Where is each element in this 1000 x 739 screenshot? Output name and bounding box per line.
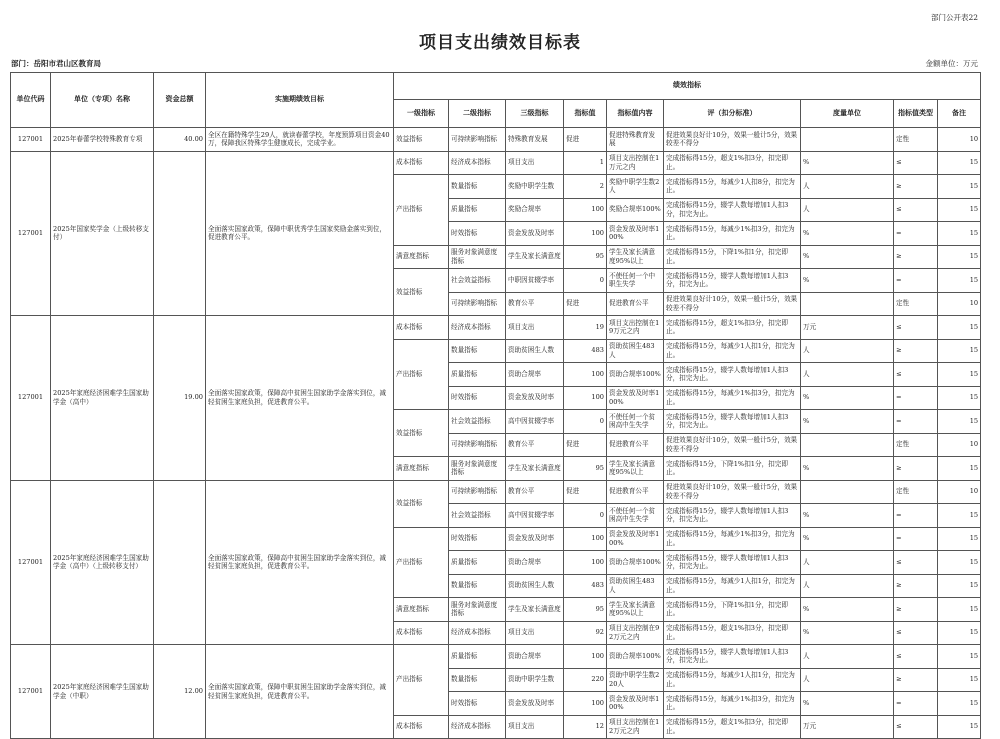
scoring-standard: 完成指标得15分，超支1%扣3分，扣完即止。	[664, 715, 801, 739]
value-type: ≤	[894, 715, 938, 739]
level3-indicator: 资金发放及时率	[506, 222, 564, 246]
remark-weight: 15	[938, 386, 981, 410]
indicator-content: 资助贫困生483人	[607, 574, 664, 598]
performance-goal: 全区在籍特殊学生29人，就读春蕾学校，年度预算项目资金40万，保障我区特殊学生健康成长，完成学业。	[206, 128, 394, 152]
measure-unit: %	[801, 692, 894, 716]
header-unit: 度量单位	[801, 100, 894, 128]
level2-indicator: 数量指标	[449, 668, 506, 692]
indicator-content: 资助合规率100%	[607, 363, 664, 387]
scoring-standard: 完成指标得15分，辍学人数每增加1人扣3分，扣完为止。	[664, 645, 801, 669]
remark-weight: 15	[938, 222, 981, 246]
header-level1: 一级指标	[394, 100, 449, 128]
amount-unit-label: 金额单位：万元	[925, 59, 978, 68]
level3-indicator: 奖励中职学生数	[506, 175, 564, 199]
level3-indicator: 资金发放及时率	[506, 527, 564, 551]
scoring-standard: 完成指标得15分，辍学人数每增加1人扣3分，扣完为止。	[664, 363, 801, 387]
indicator-value: 100	[564, 386, 607, 410]
measure-unit: 人	[801, 363, 894, 387]
indicator-value: 100	[564, 551, 607, 575]
performance-goal: 全面落实国家政策，保障中职贫困生国家助学金落实到位，减轻贫困生家庭负担，促进教育公平。	[206, 645, 394, 739]
indicator-content: 奖励中职学生数2人	[607, 175, 664, 199]
indicator-value: 促进	[564, 292, 607, 316]
indicator-value: 100	[564, 692, 607, 716]
remark-weight: 15	[938, 715, 981, 739]
header-goal: 实施期绩效目标	[206, 73, 394, 128]
table-row	[11, 316, 981, 340]
level3-indicator: 资金发放及时率	[506, 386, 564, 410]
level1-indicator: 成本指标	[394, 715, 449, 739]
level3-indicator: 学生及家长满意度	[506, 598, 564, 622]
remark-weight: 15	[938, 504, 981, 528]
level3-indicator: 资助中职学生数	[506, 668, 564, 692]
indicator-value: 220	[564, 668, 607, 692]
level2-indicator: 质量指标	[449, 198, 506, 222]
level3-indicator: 项目支出	[506, 151, 564, 175]
indicator-content: 促进教育公平	[607, 480, 664, 504]
measure-unit	[801, 480, 894, 504]
level3-indicator: 高中因贫辍学率	[506, 504, 564, 528]
level1-indicator: 效益指标	[394, 269, 449, 316]
level1-indicator: 效益指标	[394, 128, 449, 152]
measure-unit: %	[801, 386, 894, 410]
value-type: ≥	[894, 175, 938, 199]
measure-unit: 人	[801, 574, 894, 598]
value-type: ≤	[894, 151, 938, 175]
indicator-content: 项目支出控制在12万元之内	[607, 715, 664, 739]
indicator-content: 项目支出控制在19万元之内	[607, 316, 664, 340]
indicator-value: 100	[564, 645, 607, 669]
level2-indicator: 质量指标	[449, 363, 506, 387]
header-scoring: 评（扣分标准）	[664, 100, 801, 128]
scoring-standard: 完成指标得15分，超支1%扣3分，扣完即止。	[664, 621, 801, 645]
value-type: ≥	[894, 457, 938, 481]
level3-indicator: 教育公平	[506, 292, 564, 316]
level3-indicator: 资助贫困生人数	[506, 339, 564, 363]
scoring-standard: 完成指标得15分，下降1%扣1分，扣完即止。	[664, 457, 801, 481]
remark-weight: 15	[938, 269, 981, 293]
performance-goal: 全面落实国家政策，保障中职优秀学生国家奖励金落实到位，促进教育公平。	[206, 151, 394, 316]
measure-unit: 人	[801, 175, 894, 199]
level1-indicator: 产出指标	[394, 339, 449, 410]
level1-indicator: 效益指标	[394, 480, 449, 527]
value-type: ≤	[894, 645, 938, 669]
project-name: 2025年国家奖学金（上级转移支付）	[51, 151, 154, 316]
scoring-standard: 完成指标得15分，下降1%扣1分，扣完即止。	[664, 245, 801, 269]
unit-code: 127001	[11, 128, 51, 152]
value-type: ≤	[894, 198, 938, 222]
level1-indicator: 满意度指标	[394, 457, 449, 481]
header-name: 单位（专项）名称	[51, 73, 154, 128]
level2-indicator: 时效指标	[449, 386, 506, 410]
indicator-value: 92	[564, 621, 607, 645]
indicator-content: 项目支出控制在92万元之内	[607, 621, 664, 645]
value-type: 定性	[894, 480, 938, 504]
remark-weight: 15	[938, 621, 981, 645]
remark-weight: 15	[938, 245, 981, 269]
measure-unit: %	[801, 269, 894, 293]
scoring-standard: 促进效果良好计10分，效果一般计5分，效果较差不得分	[664, 292, 801, 316]
measure-unit: 人	[801, 551, 894, 575]
indicator-value: 1	[564, 151, 607, 175]
indicator-content: 资金发放及时率100%	[607, 386, 664, 410]
indicator-value: 95	[564, 245, 607, 269]
remark-weight: 15	[938, 316, 981, 340]
indicator-value: 促进	[564, 480, 607, 504]
indicator-value: 12	[564, 715, 607, 739]
level2-indicator: 数量指标	[449, 574, 506, 598]
scoring-standard: 完成指标得15分，每减少1人扣1分，扣完为止。	[664, 668, 801, 692]
indicator-content: 促进特殊教育发展	[607, 128, 664, 152]
level3-indicator: 学生及家长满意度	[506, 245, 564, 269]
scoring-standard: 完成指标得15分，每减少1%扣3分，扣完为止。	[664, 222, 801, 246]
indicator-value: 100	[564, 198, 607, 222]
value-type: =	[894, 527, 938, 551]
table-row	[11, 645, 981, 669]
table-row	[11, 480, 981, 504]
table-row	[11, 151, 981, 175]
remark-weight: 15	[938, 692, 981, 716]
level2-indicator: 数量指标	[449, 339, 506, 363]
measure-unit: 人	[801, 198, 894, 222]
level3-indicator: 教育公平	[506, 433, 564, 457]
value-type: ≤	[894, 551, 938, 575]
indicator-content: 学生及家长满意度95%以上	[607, 457, 664, 481]
scoring-standard: 完成指标得15分，辍学人数每增加1人扣3分，扣完为止。	[664, 410, 801, 434]
level3-indicator: 奖励合规率	[506, 198, 564, 222]
unit-code: 127001	[11, 480, 51, 645]
value-type: ≤	[894, 363, 938, 387]
indicator-content: 奖励合规率100%	[607, 198, 664, 222]
level1-indicator: 产出指标	[394, 645, 449, 716]
level2-indicator: 服务对象满意度指标	[449, 457, 506, 481]
indicator-value: 95	[564, 598, 607, 622]
remark-weight: 10	[938, 480, 981, 504]
indicator-content: 不使任何一个贫困高中生失学	[607, 410, 664, 434]
level2-indicator: 经济成本指标	[449, 316, 506, 340]
level1-indicator: 效益指标	[394, 410, 449, 457]
indicator-value: 483	[564, 339, 607, 363]
level1-indicator: 满意度指标	[394, 245, 449, 269]
indicator-content: 资金发放及时率100%	[607, 222, 664, 246]
indicator-content: 学生及家长满意度95%以上	[607, 598, 664, 622]
scoring-standard: 完成指标得15分，辍学人数每增加1人扣3分，扣完为止。	[664, 198, 801, 222]
level3-indicator: 中职因贫辍学率	[506, 269, 564, 293]
level2-indicator: 可持续影响指标	[449, 433, 506, 457]
remark-weight: 10	[938, 128, 981, 152]
scoring-standard: 促进效果良好计10分，效果一般计5分，效果较差不得分	[664, 480, 801, 504]
level2-indicator: 时效指标	[449, 527, 506, 551]
indicator-content: 资助贫困生483人	[607, 339, 664, 363]
level1-indicator: 满意度指标	[394, 598, 449, 622]
indicator-content: 促进教育公平	[607, 433, 664, 457]
indicator-content: 资助中职学生数220人	[607, 668, 664, 692]
value-type: ≥	[894, 668, 938, 692]
level1-indicator: 成本指标	[394, 621, 449, 645]
indicator-value: 100	[564, 363, 607, 387]
remark-weight: 15	[938, 645, 981, 669]
header-type: 指标值类型	[894, 100, 938, 128]
form-number: 部门公开表22	[930, 13, 978, 22]
page-title: 项目支出绩效目标表	[419, 33, 581, 53]
scoring-standard: 完成指标得15分，超支1%扣3分，扣完即止。	[664, 151, 801, 175]
indicator-value: 19	[564, 316, 607, 340]
indicator-value: 促进	[564, 433, 607, 457]
level2-indicator: 经济成本指标	[449, 715, 506, 739]
header-value: 指标值	[564, 100, 607, 128]
indicator-content: 资助合规率100%	[607, 645, 664, 669]
scoring-standard: 完成指标得15分，每减少1%扣3分，扣完为止。	[664, 386, 801, 410]
level3-indicator: 特殊教育发展	[506, 128, 564, 152]
indicator-value: 2	[564, 175, 607, 199]
indicator-value: 95	[564, 457, 607, 481]
project-name: 2025年家庭经济困难学生国家助学金（高中）（上级转移支付）	[51, 480, 154, 645]
level3-indicator: 资助合规率	[506, 363, 564, 387]
level2-indicator: 社会效益指标	[449, 269, 506, 293]
scoring-standard: 完成指标得15分，超支1%扣3分，扣完即止。	[664, 316, 801, 340]
header-code: 单位代码	[11, 73, 51, 128]
level1-indicator: 产出指标	[394, 527, 449, 598]
level2-indicator: 服务对象满意度指标	[449, 245, 506, 269]
indicator-content: 学生及家长满意度95%以上	[607, 245, 664, 269]
fund-amount	[154, 480, 206, 645]
remark-weight: 10	[938, 292, 981, 316]
scoring-standard: 完成指标得15分，每减少1%扣3分，扣完为止。	[664, 527, 801, 551]
scoring-standard: 完成指标得15分，每减少1人扣1分，扣完为止。	[664, 574, 801, 598]
scoring-standard: 完成指标得15分，辍学人数每增加1人扣3分，扣完为止。	[664, 269, 801, 293]
measure-unit: 人	[801, 668, 894, 692]
indicator-value: 100	[564, 222, 607, 246]
indicator-content: 资助合规率100%	[607, 551, 664, 575]
indicator-value: 0	[564, 269, 607, 293]
measure-unit: %	[801, 245, 894, 269]
unit-code: 127001	[11, 316, 51, 481]
level3-indicator: 资助合规率	[506, 645, 564, 669]
measure-unit: %	[801, 527, 894, 551]
remark-weight: 15	[938, 198, 981, 222]
value-type: 定性	[894, 433, 938, 457]
remark-weight: 15	[938, 457, 981, 481]
remark-weight: 15	[938, 551, 981, 575]
value-type: ≥	[894, 339, 938, 363]
remark-weight: 15	[938, 668, 981, 692]
level2-indicator: 可持续影响指标	[449, 480, 506, 504]
header-level3: 三级指标	[506, 100, 564, 128]
value-type: ≥	[894, 574, 938, 598]
level1-indicator: 成本指标	[394, 151, 449, 175]
level3-indicator: 学生及家长满意度	[506, 457, 564, 481]
performance-goal: 全面落实国家政策，保障高中贫困生国家助学金落实到位，减轻贫困生家庭负担，促进教育公平。	[206, 480, 394, 645]
measure-unit: %	[801, 621, 894, 645]
level3-indicator: 高中因贫辍学率	[506, 410, 564, 434]
measure-unit: 人	[801, 645, 894, 669]
scoring-standard: 完成指标得15分，每减少1人扣8分，扣完为止。	[664, 175, 801, 199]
indicator-content: 促进教育公平	[607, 292, 664, 316]
scoring-standard: 完成指标得15分，辍学人数每增加1人扣3分，扣完为止。	[664, 504, 801, 528]
value-type: ≤	[894, 316, 938, 340]
indicator-value: 0	[564, 410, 607, 434]
level2-indicator: 社会效益指标	[449, 410, 506, 434]
indicator-content: 项目支出控制在1万元之内	[607, 151, 664, 175]
level3-indicator: 资助贫困生人数	[506, 574, 564, 598]
header-content: 指标值内容	[607, 100, 664, 128]
level3-indicator: 资金发放及时率	[506, 692, 564, 716]
measure-unit: %	[801, 410, 894, 434]
fund-amount: 19.00	[154, 316, 206, 481]
header-remark: 备注	[938, 100, 981, 128]
level2-indicator: 服务对象满意度指标	[449, 598, 506, 622]
performance-goal: 全面落实国家政策，保障高中贫困生国家助学金落实到位，减轻贫困生家庭负担，促进教育公平。	[206, 316, 394, 481]
level2-indicator: 时效指标	[449, 692, 506, 716]
level2-indicator: 时效指标	[449, 222, 506, 246]
table-body	[11, 128, 981, 739]
measure-unit	[801, 292, 894, 316]
header-amount: 资金总额	[154, 73, 206, 128]
table-row	[11, 128, 981, 152]
value-type: =	[894, 222, 938, 246]
indicator-value: 100	[564, 527, 607, 551]
fund-amount: 40.00	[154, 128, 206, 152]
value-type: =	[894, 386, 938, 410]
project-name: 2025年春蕾学校特殊教育专项	[51, 128, 154, 152]
fund-amount	[154, 151, 206, 316]
level2-indicator: 可持续影响指标	[449, 128, 506, 152]
level2-indicator: 质量指标	[449, 551, 506, 575]
measure-unit	[801, 433, 894, 457]
indicator-content: 资金发放及时率100%	[607, 692, 664, 716]
level3-indicator: 项目支出	[506, 316, 564, 340]
measure-unit: %	[801, 222, 894, 246]
remark-weight: 15	[938, 527, 981, 551]
measure-unit: %	[801, 457, 894, 481]
level2-indicator: 数量指标	[449, 175, 506, 199]
measure-unit: %	[801, 151, 894, 175]
measure-unit: 万元	[801, 316, 894, 340]
remark-weight: 15	[938, 363, 981, 387]
level2-indicator: 质量指标	[449, 645, 506, 669]
value-type: =	[894, 410, 938, 434]
header-level2: 二级指标	[449, 100, 506, 128]
indicator-value: 483	[564, 574, 607, 598]
remark-weight: 15	[938, 598, 981, 622]
value-type: ≥	[894, 245, 938, 269]
indicator-value: 0	[564, 504, 607, 528]
indicator-value: 促进	[564, 128, 607, 152]
level1-indicator: 产出指标	[394, 175, 449, 246]
measure-unit: %	[801, 504, 894, 528]
scoring-standard: 完成指标得15分，下降1%扣1分，扣完即止。	[664, 598, 801, 622]
scoring-standard: 促进效果良好计10分，效果一般计5分，效果较差不得分	[664, 128, 801, 152]
value-type: ≥	[894, 598, 938, 622]
indicator-content: 不使任何一个贫困高中生失学	[607, 504, 664, 528]
value-type: ≤	[894, 621, 938, 645]
scoring-standard: 完成指标得15分，每减少1%扣3分，扣完为止。	[664, 692, 801, 716]
level2-indicator: 社会效益指标	[449, 504, 506, 528]
value-type: 定性	[894, 292, 938, 316]
indicator-content: 资金发放及时率100%	[607, 527, 664, 551]
measure-unit: %	[801, 598, 894, 622]
scoring-standard: 促进效果良好计10分，效果一般计5分，效果较差不得分	[664, 433, 801, 457]
project-name: 2025年家庭经济困难学生国家助学金（高中）	[51, 316, 154, 481]
measure-unit: 万元	[801, 715, 894, 739]
scoring-standard: 完成指标得15分，辍学人数每增加1人扣3分，扣完为止。	[664, 551, 801, 575]
remark-weight: 15	[938, 574, 981, 598]
level3-indicator: 资助合规率	[506, 551, 564, 575]
department-label: 部门：岳阳市君山区教育局	[11, 59, 101, 68]
value-type: =	[894, 692, 938, 716]
unit-code: 127001	[11, 151, 51, 316]
remark-weight: 15	[938, 175, 981, 199]
level1-indicator: 成本指标	[394, 316, 449, 340]
header-indicators: 绩效指标	[394, 73, 981, 100]
level3-indicator: 项目支出	[506, 621, 564, 645]
indicator-content: 不使任何一个中职生失学	[607, 269, 664, 293]
remark-weight: 15	[938, 339, 981, 363]
level2-indicator: 经济成本指标	[449, 621, 506, 645]
measure-unit	[801, 128, 894, 152]
value-type: =	[894, 269, 938, 293]
remark-weight: 15	[938, 410, 981, 434]
performance-target-table	[10, 72, 981, 739]
remark-weight: 15	[938, 151, 981, 175]
level3-indicator: 教育公平	[506, 480, 564, 504]
unit-code: 127001	[11, 645, 51, 739]
level2-indicator: 经济成本指标	[449, 151, 506, 175]
value-type: 定性	[894, 128, 938, 152]
level2-indicator: 可持续影响指标	[449, 292, 506, 316]
scoring-standard: 完成指标得15分，每减少1人扣1分，扣完为止。	[664, 339, 801, 363]
project-name: 2025年家庭经济困难学生国家助学金（中职）	[51, 645, 154, 739]
remark-weight: 10	[938, 433, 981, 457]
value-type: =	[894, 504, 938, 528]
fund-amount: 12.00	[154, 645, 206, 739]
level3-indicator: 项目支出	[506, 715, 564, 739]
measure-unit: 人	[801, 339, 894, 363]
